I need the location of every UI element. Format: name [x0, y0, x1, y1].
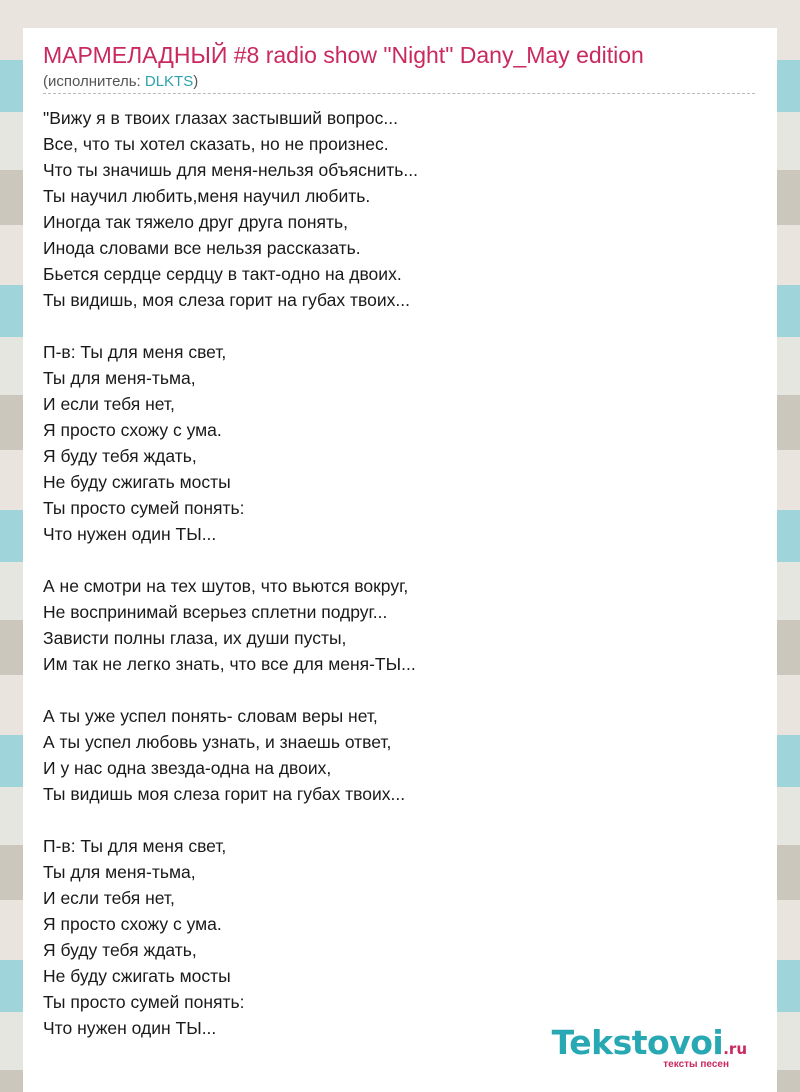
lyrics-line: Не воспринимай всерьез сплетни подруг...	[43, 602, 388, 622]
lyrics-line: Им так не легко знать, что все для меня-ТЫ...	[43, 654, 416, 674]
lyrics-line: П-в: Ты для меня свет,	[43, 836, 227, 856]
artist-prefix: (исполнитель:	[43, 73, 145, 90]
lyrics-line: Что нужен один ТЫ...	[43, 1018, 217, 1038]
logo-tagline: тексты песен	[663, 1059, 729, 1070]
logo-tld: .ru	[723, 1040, 747, 1058]
lyrics-line: Ты научил любить,меня научил любить.	[43, 186, 371, 206]
title-divider	[43, 93, 755, 94]
lyrics-line: Иногда так тяжело друг друга понять,	[43, 212, 348, 232]
lyrics-line: Ты видишь, моя слеза горит на губах твоих...	[43, 290, 410, 310]
lyrics-line: А ты уже успел понять- словам веры нет,	[43, 706, 378, 726]
lyrics-line: И у нас одна звезда-одна на двоих,	[43, 758, 332, 778]
lyrics-line: Что ты значишь для меня-нельзя объяснить...	[43, 160, 418, 180]
lyrics-line: И если тебя нет,	[43, 888, 175, 908]
lyrics-line: Я просто схожу с ума.	[43, 420, 222, 440]
site-logo[interactable]	[551, 1023, 747, 1070]
lyrics-stanza	[43, 573, 743, 677]
lyrics-line: Бьется сердце сердцу в такт-одно на двоих.	[43, 264, 402, 284]
lyrics-line: Зависти полны глаза, их души пусты,	[43, 628, 347, 648]
lyrics-line: И если тебя нет,	[43, 394, 175, 414]
lyrics-line: Ты просто сумей понять:	[43, 992, 245, 1012]
lyrics-line: П-в: Ты для меня свет,	[43, 342, 227, 362]
lyrics-body	[43, 105, 743, 1067]
lyrics-line: Не буду сжигать мосты	[43, 472, 231, 492]
lyrics-line: Ты просто сумей понять:	[43, 498, 245, 518]
lyrics-line: А ты успел любовь узнать, и знаешь ответ,	[43, 732, 392, 752]
lyrics-line: Ты для меня-тьма,	[43, 368, 196, 388]
lyrics-line: Что нужен один ТЫ...	[43, 524, 217, 544]
lyrics-stanza	[43, 703, 743, 807]
lyrics-stanza	[43, 339, 743, 547]
lyrics-line: Инода словами все нельзя рассказать.	[43, 238, 361, 258]
lyrics-line: Не буду сжигать мосты	[43, 966, 231, 986]
lyrics-line: Ты видишь моя слеза горит на губах твоих...	[43, 784, 406, 804]
song-title: МАРМЕЛАДНЫЙ #8 radio show "Night" Dany_May edition	[43, 42, 644, 68]
lyrics-line: А не смотри на тех шутов, что вьются вокруг,	[43, 576, 409, 596]
lyrics-card	[23, 28, 777, 1092]
lyrics-line: "Вижу я в твоих глазах застывший вопрос...	[43, 108, 398, 128]
artist-link[interactable]: DLKTS	[144, 73, 194, 90]
lyrics-line: Я буду тебя ждать,	[43, 940, 197, 960]
lyrics-stanza	[43, 105, 743, 313]
lyrics-stanza	[43, 833, 743, 1041]
logo-name: Tekstovoi	[551, 1023, 724, 1062]
lyrics-line: Я просто схожу с ума.	[43, 914, 222, 934]
artist-suffix: )	[193, 73, 199, 90]
lyrics-line: Все, что ты хотел сказать, но не произнес.	[43, 134, 389, 154]
lyrics-line: Ты для меня-тьма,	[43, 862, 196, 882]
artist-line	[43, 73, 198, 90]
lyrics-line: Я буду тебя ждать,	[43, 446, 197, 466]
